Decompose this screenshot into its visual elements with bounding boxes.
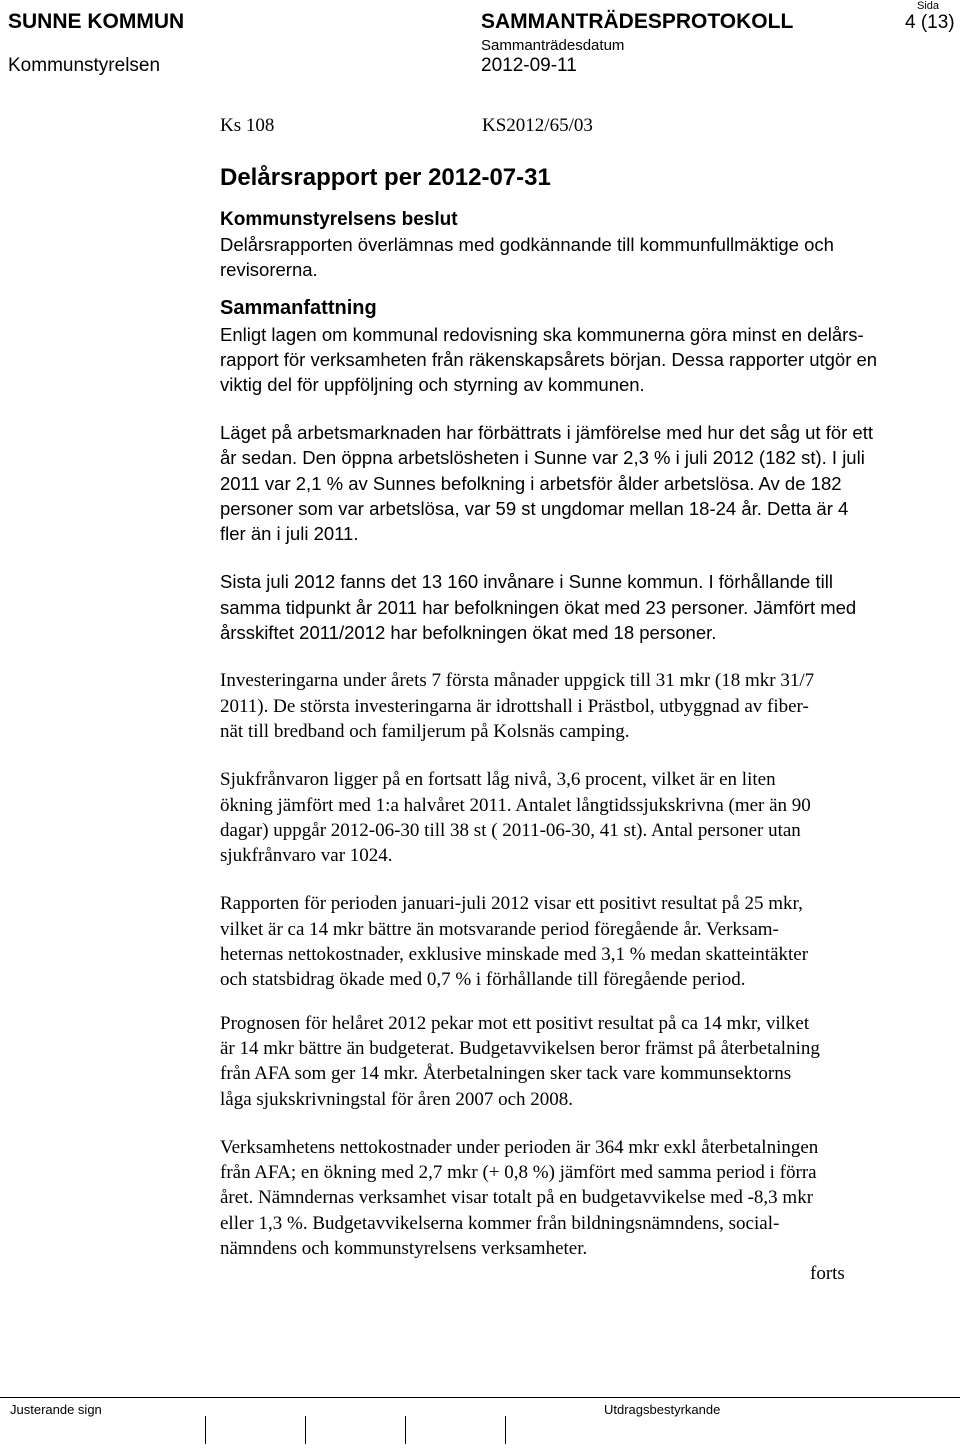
sick-leave-paragraph [220, 767, 920, 868]
page-label: Sida [917, 0, 940, 12]
diary-number: KS2012/65/03 [482, 115, 593, 136]
paragraph-line: och statsbidrag ökade med 0,7 % i förhållande till föregående period. [220, 969, 746, 991]
signature-divider [505, 1416, 506, 1444]
summary-line: viktig del för uppföljning och styrning av kommunen. [220, 374, 645, 395]
signature-footer [0, 1397, 960, 1448]
paragraph-line: Sista juli 2012 fanns det 13 160 invånare i Sunne kommun. I förhållande till [220, 571, 833, 593]
paragraph-line: nämndens och kommunstyrelsens verksamheter. [220, 1238, 588, 1260]
paragraph-line: från AFA; en ökning med 2,7 mkr (+ 0,8 %) jämfört med samma period i förra [220, 1162, 817, 1184]
paragraph-line: personer som var arbetslösa, var 59 st ungdomar mellan 18-24 år. Detta är 4 [220, 497, 849, 519]
paragraph-line: Sjukfrånvaron ligger på en fortsatt låg nivå, 3,6 procent, vilket är en liten [220, 769, 776, 791]
labour-market-paragraph [220, 420, 920, 546]
meeting-date: 2012-09-11 [481, 55, 577, 76]
paragraph-line: fler än i juli 2011. [220, 523, 359, 545]
municipality-name: SUNNE KOMMUN [8, 10, 185, 33]
paragraph-line: Prognosen för helåret 2012 pekar mot ett positivt resultat på ca 14 mkr, vilket [220, 1012, 810, 1034]
investments-paragraph [220, 668, 920, 744]
paragraph-line: året. Nämndernas verksamhet visar totalt på en budgetavvikelse med -8,3 mkr [220, 1187, 814, 1209]
minutes-body [220, 113, 920, 1286]
summary-line: Enligt lagen om kommunal redovisning ska kommunerna göra minst en delårs- [220, 324, 864, 345]
summary-line: rapport för verksamheten från räkenskapsårets början. Dessa rapporter utgör en [220, 349, 878, 370]
paragraph-line: Verksamhetens nettokostnader under perioden är 364 mkr exkl återbetalningen [220, 1136, 819, 1158]
extract-certifier-label: Utdragsbestyrkande [604, 1402, 721, 1417]
result-paragraph [220, 891, 920, 992]
paragraph-line: nät till bredband och familjerum på Kolsnäs camping. [220, 720, 630, 742]
paragraph-line: från AFA som ger 14 mkr. Återbetalningen sker tack vare kommunsektorns [220, 1063, 792, 1085]
decision-heading: Kommunstyrelsens beslut [220, 209, 458, 230]
net-costs-paragraph [220, 1135, 920, 1261]
signature-divider [405, 1416, 406, 1444]
summary-heading: Sammanfattning [220, 297, 377, 319]
decision-line: Delårsrapporten överlämnas med godkännande till kommunfullmäktige och [220, 234, 834, 255]
paragraph-line: år sedan. Den öppna arbetslösheten i Sunne var 2,3 % i juli 2012 (182 st). I juli [220, 447, 865, 469]
paragraph-line: låga sjukskrivningstal för åren 2007 och 2008. [220, 1088, 574, 1110]
paragraph-line: 2011 var 2,1 % av Sunnes befolkning i arbetsför ålder arbetslösa. Av de 182 [220, 472, 842, 494]
paragraph-line: samma tidpunkt år 2011 har befolkningen ökat med 23 personer. Jämfört med [220, 596, 857, 618]
paragraph-line: årsskiftet 2011/2012 har befolkningen ökat med 18 personer. [220, 622, 717, 644]
item-title: Delårsrapport per 2012-07-31 [220, 164, 551, 191]
item-reference [220, 113, 920, 139]
decision-line: revisorerna. [220, 259, 318, 280]
paragraph-line: är 14 mkr bättre än budgeterat. Budgetavvikelsen beror främst på återbetalning [220, 1037, 820, 1059]
paragraph-line: Rapporten för perioden januari-juli 2012 visar ett positivt resultat på 25 mkr, [220, 893, 803, 915]
page-number: 4 (13) [905, 12, 955, 33]
paragraph-line: vilket är ca 14 mkr bättre än motsvarande period föregående år. Verksam- [220, 918, 779, 940]
signature-divider [305, 1416, 306, 1444]
signature-divider [205, 1416, 206, 1444]
continued-marker: forts [810, 1263, 845, 1285]
paragraph-line: ökning jämfört med 1:a halvåret 2011. Antalet långtidssjukskrivna (mer än 90 [220, 794, 811, 816]
adjusting-sign-label: Justerande sign [10, 1402, 102, 1417]
summary-text [220, 322, 920, 397]
paragraph-line: eller 1,3 %. Budgetavvikelserna kommer från bildningsnämndens, social- [220, 1212, 780, 1234]
paragraph-line: sjukfrånvaro var 1024. [220, 845, 393, 867]
paragraph-line: 2011). De största investeringarna är idrottshall i Prästbol, utbyggnad av fiber- [220, 695, 809, 717]
item-number: Ks 108 [220, 115, 275, 136]
paragraph-line: Investeringarna under årets 7 första månader uppgick till 31 mkr (18 mkr 31/7 [220, 670, 815, 692]
forecast-paragraph [220, 1011, 920, 1112]
population-paragraph [220, 569, 920, 645]
decision-text [220, 232, 920, 282]
paragraph-line: Läget på arbetsmarknaden har förbättrats i jämförelse med hur det såg ut för ett [220, 422, 873, 443]
paragraph-line: dagar) uppgår 2012-06-30 till 38 st ( 2011-06-30, 41 st). Antal personer utan [220, 819, 801, 841]
paragraph-line: heternas nettokostnader, exklusive minskade med 3,1 % medan skatteintäkter [220, 944, 809, 966]
committee-name: Kommunstyrelsen [8, 55, 161, 76]
document-type: SAMMANTRÄDESPROTOKOLL [481, 10, 794, 33]
meeting-date-label: Sammanträdesdatum [481, 37, 625, 54]
